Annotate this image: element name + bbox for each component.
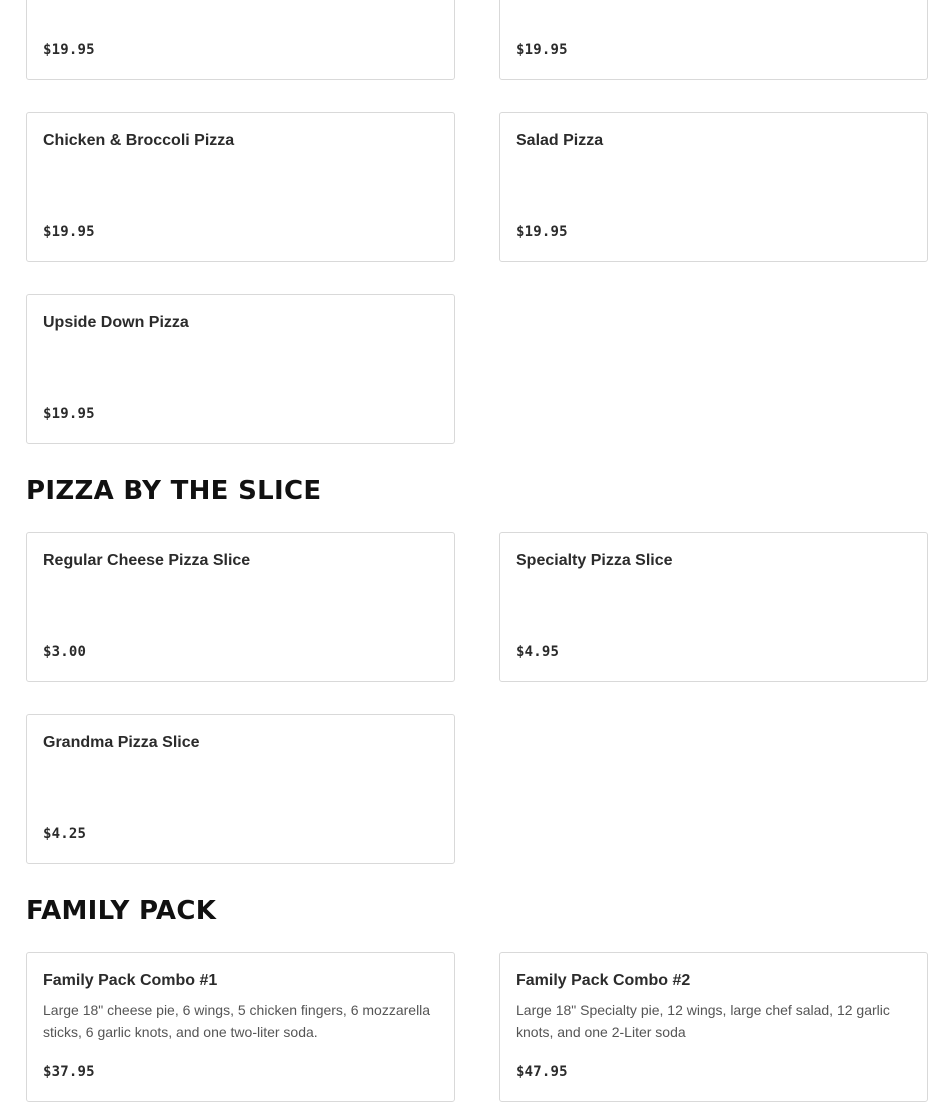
item-price: $4.95 xyxy=(516,644,560,660)
item-name: Upside Down Pizza xyxy=(43,314,189,331)
item-price: $47.95 xyxy=(516,1064,568,1080)
item-name: Grandma Pizza Slice xyxy=(43,734,200,751)
item-name: Salad Pizza xyxy=(516,132,604,149)
menu-item-card[interactable] xyxy=(499,952,928,1102)
menu-item-card[interactable] xyxy=(26,0,455,80)
item-description: Large 18" Specialty pie, 12 wings, large chef salad, 12 garlic knots, and one 2-Liter soda xyxy=(516,1002,890,1040)
item-name: Family Pack Combo #2 xyxy=(516,972,691,989)
item-name: Specialty Pizza Slice xyxy=(516,552,673,569)
menu-item-card[interactable] xyxy=(499,0,928,80)
menu-item-card[interactable] xyxy=(499,532,928,682)
section-title: FAMILY PACK xyxy=(26,896,217,926)
item-name: Family Pack Combo #1 xyxy=(43,972,218,989)
menu-item-card[interactable] xyxy=(26,714,455,864)
item-price: $4.25 xyxy=(43,826,87,842)
item-name: Chicken & Broccoli Pizza xyxy=(43,132,235,149)
item-price: $19.95 xyxy=(43,42,95,58)
item-price: $3.00 xyxy=(43,644,87,660)
item-price: $19.95 xyxy=(516,42,568,58)
item-name: Regular Cheese Pizza Slice xyxy=(43,552,251,569)
item-description: Large 18" cheese pie, 6 wings, 5 chicken fingers, 6 mozzarella sticks, 6 garlic knots, and one two-liter soda. xyxy=(43,1002,431,1040)
menu-item-card[interactable] xyxy=(26,952,455,1102)
item-price: $19.95 xyxy=(43,224,95,240)
menu-item-card[interactable] xyxy=(499,112,928,262)
item-price: $19.95 xyxy=(43,406,95,422)
menu-item-card[interactable] xyxy=(26,294,455,444)
menu-item-card[interactable] xyxy=(26,532,455,682)
menu-item-card[interactable] xyxy=(26,112,455,262)
item-price: $19.95 xyxy=(516,224,568,240)
item-price: $37.95 xyxy=(43,1064,95,1080)
section-title: PIZZA BY THE SLICE xyxy=(26,476,322,506)
